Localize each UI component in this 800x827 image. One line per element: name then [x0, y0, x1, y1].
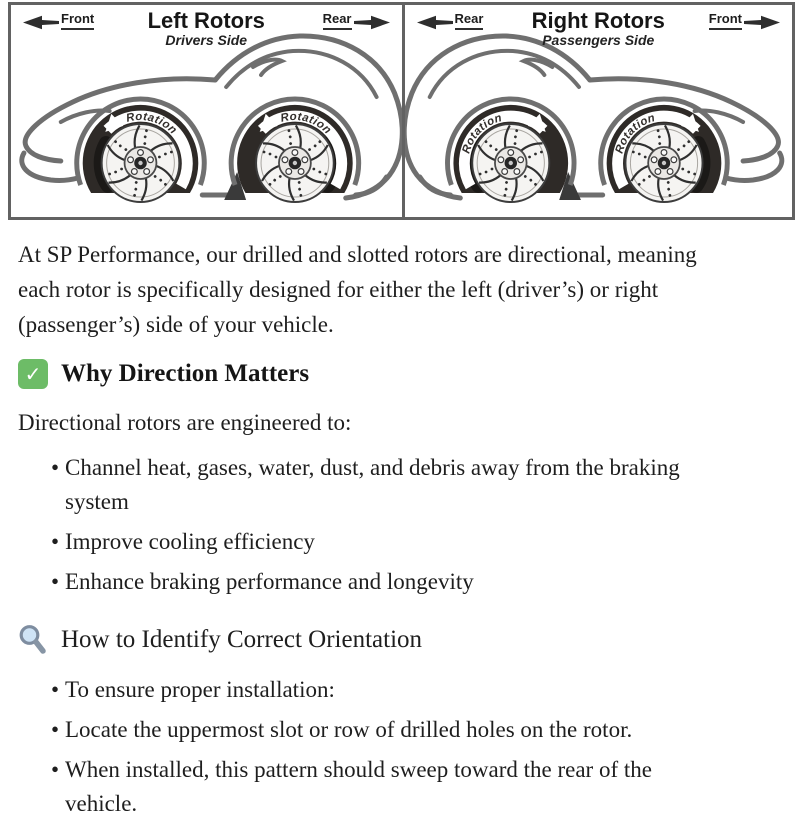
check-mark-icon: ✓ — [18, 359, 48, 389]
rotor-direction-diagram — [8, 2, 795, 220]
arrow-left-icon — [417, 15, 453, 30]
rotation-label: Rotation — [125, 110, 180, 138]
list-item: • Improve cooling efficiency — [18, 525, 694, 559]
section-lead-text: Directional rotors are engineered to: — [18, 410, 352, 435]
magnifying-glass-icon — [18, 624, 48, 656]
front-direction-label — [709, 12, 780, 30]
list-item: • Enhance braking performance and longevity — [18, 565, 694, 599]
right-panel-title-block — [482, 9, 715, 48]
rear-direction-label — [323, 12, 390, 30]
list-item: • When installed, this pattern should sweep toward the rear of the vehicle. — [18, 753, 694, 821]
right-rotors-panel — [402, 5, 793, 217]
direction-text: Front — [61, 12, 94, 30]
left-rotors-panel — [11, 5, 402, 217]
direction-text: Rear — [455, 12, 484, 30]
rotation-label: Rotation — [459, 111, 504, 156]
list-item: • Locate the uppermost slot or row of drilled holes on the rotor. — [18, 713, 694, 747]
panel-subtitle: Passengers Side — [542, 32, 655, 49]
front-direction-label — [23, 12, 94, 30]
arrow-right-icon — [744, 15, 780, 30]
rotation-label: Rotation — [613, 111, 657, 156]
section-heading-why-direction-matters — [18, 359, 782, 389]
section-heading-identify-orientation — [18, 624, 782, 656]
rotation-label: Rotation — [279, 110, 334, 138]
panel-subtitle: Drivers Side — [165, 32, 248, 49]
arrow-left-icon — [23, 15, 59, 30]
orientation-steps-list — [18, 673, 782, 821]
arrow-right-icon — [354, 15, 390, 30]
intro-paragraph: At SP Performance, our drilled and slotted rotors are directional, meaning each rotor is specifically designed for either the left (driver’s) or right (passenger’s) side of your vehicle. — [18, 242, 697, 337]
panel-title: Left Rotors — [147, 8, 265, 33]
benefits-list — [18, 451, 782, 599]
left-panel-title-block — [89, 9, 323, 48]
panel-title: Right Rotors — [531, 8, 665, 33]
section-heading-text: Why Direction Matters — [61, 360, 310, 387]
section-heading-text: How to Identify Correct Orientation — [61, 626, 423, 653]
article-body — [0, 237, 800, 821]
list-item: • To ensure proper installation: — [18, 673, 694, 707]
list-item: • Channel heat, gases, water, dust, and debris away from the braking system — [18, 451, 694, 519]
direction-text: Front — [709, 12, 742, 30]
direction-text: Rear — [323, 12, 352, 30]
rear-direction-label — [417, 12, 484, 30]
